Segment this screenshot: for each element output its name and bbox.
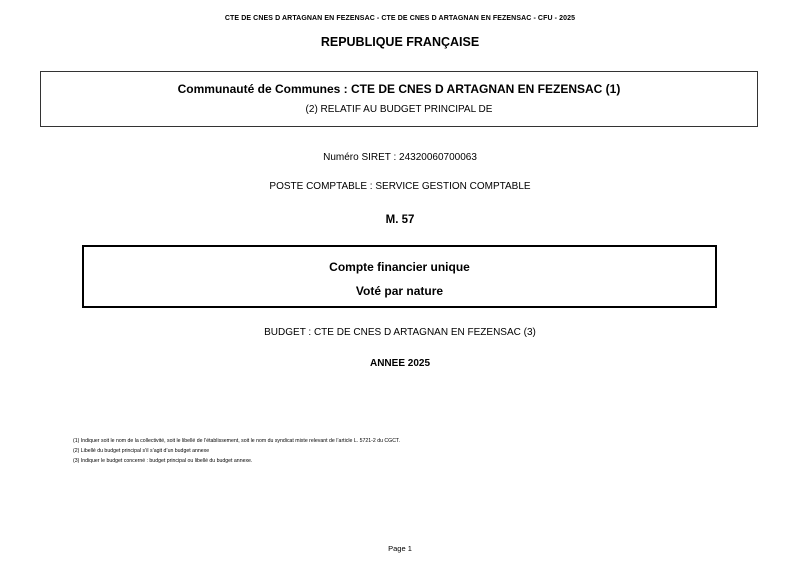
document-type: Compte financier unique (329, 260, 470, 274)
collectivity-subtitle: (2) RELATIF AU BUDGET PRINCIPAL DE (305, 104, 493, 115)
vote-mode: Voté par nature (355, 284, 444, 298)
footnotes (73, 436, 633, 466)
collectivity-title: Communauté de Communes : CTE DE CNES D ARTAGNAN EN FEZENSAC (1) (177, 82, 621, 96)
country-heading: REPUBLIQUE FRANÇAISE (320, 35, 480, 49)
page-number: Page 1 (388, 544, 412, 553)
poste-comptable: POSTE COMPTABLE : SERVICE GESTION COMPTABLE (269, 181, 531, 192)
running-header: CTE DE CNES D ARTAGNAN EN FEZENSAC - CTE DE CNES D ARTAGNAN EN FEZENSAC - CFU - 2025 (224, 15, 576, 22)
collectivity-box (40, 71, 758, 127)
footnote-3: (3) Indiquer le budget concerné : budget principal ou libellé du budget annexe. (73, 458, 253, 464)
footnote-2: (2) Libellé du budget principal s’il s’agit d’un budget annexe (73, 448, 210, 454)
siret-number: Numéro SIRET : 24320060700063 (323, 152, 477, 163)
document-type-box (82, 245, 717, 308)
budget-name: BUDGET : CTE DE CNES D ARTAGNAN EN FEZENSAC (3) (264, 327, 536, 338)
footnote-1: (1) Indiquer soit le nom de la collectivité, soit le libellé de l’établissement, soit le nom du syndicat mixte relevant de l’article L. 5721-2 du CGCT. (73, 438, 400, 444)
nomenclature: M. 57 (385, 214, 415, 226)
budget-year: ANNEE 2025 (369, 358, 431, 369)
